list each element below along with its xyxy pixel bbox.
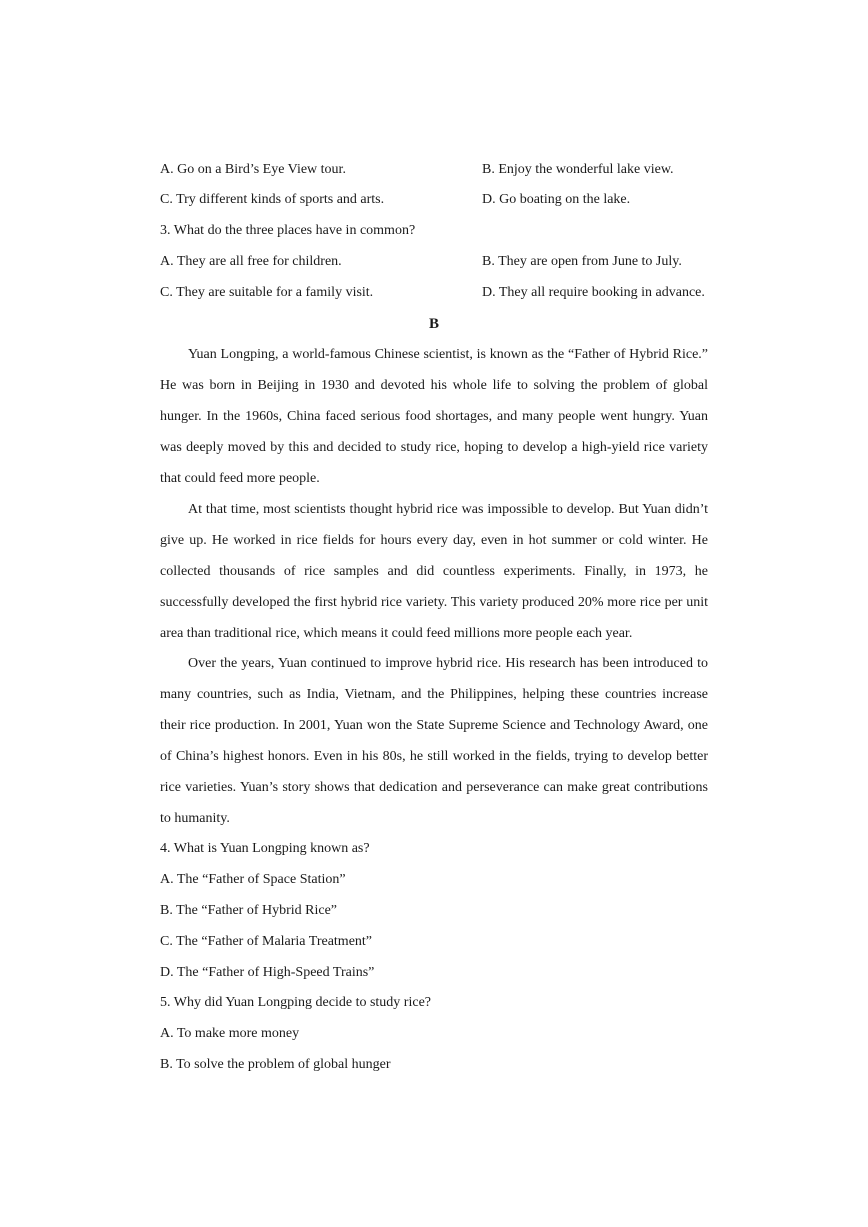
prev-question-option-c: C. Try different kinds of sports and arts. <box>160 192 385 207</box>
question-5-option-a: A. To make more money <box>160 1026 300 1041</box>
question-3-stem: 3. What do the three places have in common? <box>160 223 416 238</box>
question-4-option-d: D. The “Father of High-Speed Trains” <box>160 965 375 980</box>
passage-paragraph-1: Yuan Longping, a world-famous Chinese scientist, is known as the “Father of Hybrid Rice.” He was born in Beijing in 1930 and devoted his whole life to solving the problem of global hunger. In the 1960s, China faced serious food shortages, and many people went hungry. Yuan was deeply moved by this and decided to study rice, hoping to develop a high-yield rice variety that could feed more people. <box>160 347 708 486</box>
question-5-option-b: B. To solve the problem of global hunger <box>160 1057 391 1072</box>
prev-question-option-a: A. Go on a Bird’s Eye View tour. <box>160 162 346 177</box>
question-4-option-b: B. The “Father of Hybrid Rice” <box>160 903 338 918</box>
question-3-option-a: A. They are all free for children. <box>160 254 342 269</box>
question-4-option-c: C. The “Father of Malaria Treatment” <box>160 934 373 949</box>
passage-paragraph-3: Over the years, Yuan continued to improve hybrid rice. His research has been introduced to many countries, such as India, Vietnam, and the Philippines, helping these countries increase their rice production. In 2001, Yuan won the State Supreme Science and Technology Award, one of China’s highest honors. Even in his 80s, he still worked in the fields, trying to develop better rice varieties. Yuan’s story shows that dedication and perseverance can make great contributions to humanity. <box>160 656 708 826</box>
question-4-option-a: A. The “Father of Space Station” <box>160 872 346 887</box>
question-3-option-c: C. They are suitable for a family visit. <box>160 285 374 300</box>
passage-paragraph-2: At that time, most scientists thought hybrid rice was impossible to develop. But Yuan didn’t give up. He worked in rice fields for hours every day, even in hot summer or cold winter. He collected thousands of rice samples and did countless experiments. Finally, in 1973, he successfully developed the first hybrid rice variety. This variety produced 20% more rice per unit area than traditional rice, which means it could feed millions more people each year. <box>160 502 708 641</box>
question-3-option-d: D. They all require booking in advance. <box>482 285 705 300</box>
question-5-stem: 5. Why did Yuan Longping decide to study rice? <box>160 995 431 1010</box>
section-b-heading: B <box>428 316 439 332</box>
question-3-option-b: B. They are open from June to July. <box>482 254 682 269</box>
question-4-stem: 4. What is Yuan Longping known as? <box>160 841 370 856</box>
prev-question-option-d: D. Go boating on the lake. <box>482 192 631 207</box>
prev-question-option-b: B. Enjoy the wonderful lake view. <box>482 162 674 177</box>
